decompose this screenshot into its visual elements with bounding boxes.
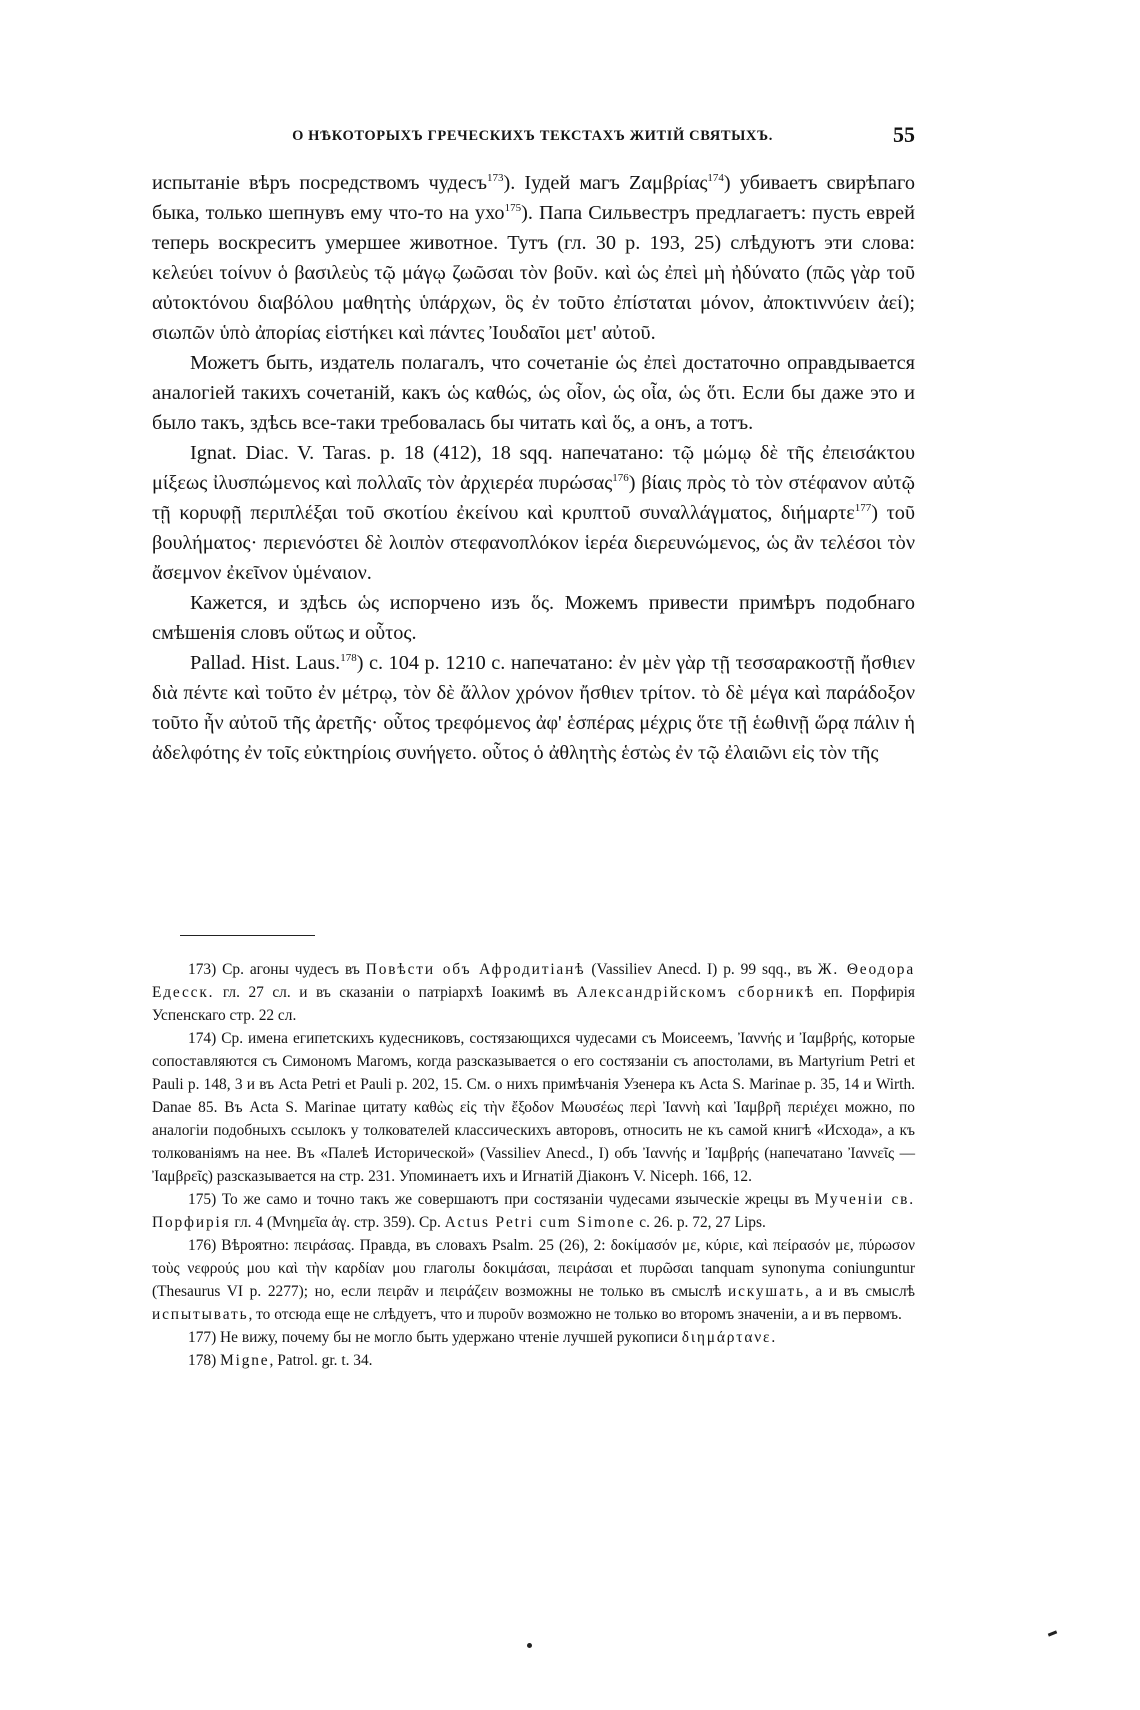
footnote-ref: 173 (486, 172, 504, 185)
paragraph (152, 588, 915, 648)
footnote (152, 1027, 915, 1188)
text-run: Кажется, и здѣсь ὡς испорчено изъ ὅς. Можемъ привести примѣръ подобнаго смѣшенія словъ οὕτως и οὗτος. (152, 592, 915, 644)
text-run: (Vassiliev Anecd. I) p. 99 sqq., въ (585, 961, 818, 978)
page-header (150, 122, 915, 152)
text-run: διημάρτανε (681, 1329, 772, 1346)
text-run: , то отсюда еще не слѣдуетъ, что и πυροῦν возможно не только во второмъ значеніи, а и въ первомъ. (248, 1306, 902, 1323)
text-run: гл. 27 сл. и въ сказаніи о патріархѣ Іоакимѣ въ (214, 984, 577, 1001)
text-run: еп. Порфирія Успенскаго стр. 22 сл. (152, 984, 915, 1024)
footnote-ref: 178 (340, 652, 357, 665)
paragraph (152, 438, 915, 588)
text-run: Мученіи св. Порфирія (152, 1191, 915, 1231)
footnote (152, 958, 915, 1027)
page-number: 55 (893, 122, 915, 147)
text-run: ). Папа Сильвестръ предлагаетъ: пусть еврей теперь воскреситъ умершее животное. Тутъ (гл. 30 р. 193, 25) слѣдуютъ эти слова: κελεύει τοίνυν ὁ βασιλεὺς τῷ μάγῳ ζωῶσαι τὸν βοῦν. καὶ ὡς ἐπεὶ μὴ ἠδύνατο (πῶς γὰρ τοῦ αὐτοκτόνου διαβόλου μαθητὴς ὑπάρχων, ὃς ἐν τοῦτο ἐπίσταται μόνον, ἀποκτιννύειν ἀεί); σιωπῶν ὑπὸ ἀπορίας εἱστήκει καὶ πάντες Ἰουδαῖοι μετ' αὐτοῦ. (152, 202, 915, 344)
footnote (152, 1326, 915, 1349)
text-run: 178) (188, 1352, 221, 1369)
text-run: испытывать (152, 1306, 249, 1323)
footnote-ref: 176 (612, 472, 629, 485)
footnote-ref: 175 (504, 202, 522, 215)
text-run: Александрійскомъ сборникѣ (576, 984, 816, 1001)
footnote (152, 1188, 915, 1234)
text-run: ) τοῦ βουλήματος· περιενόστει δὲ λοιπὸν στεφανοπλόκον ἱερέα διερευνώμενος, ὡς ἂν τελέσοι τὸν ἄσεμνον ἐκεῖνον ὑμέναιον. (152, 502, 915, 584)
footnote (152, 1234, 915, 1326)
footnote (152, 1349, 915, 1372)
paragraph (152, 168, 915, 348)
running-title: О НѢКОТОРЫХЪ ГРЕЧЕСКИХЪ ТЕКСТАХЪ ЖИТІЙ СВЯТЫХЪ. (292, 128, 773, 144)
text-run: , а и въ смыслѣ (804, 1283, 915, 1300)
main-text (152, 168, 915, 768)
text-run: испытаніе вѣръ посредствомъ чудесъ (152, 172, 487, 194)
text-run: c. 26. p. 72, 27 Lips. (635, 1214, 766, 1231)
text-run: Actus Petri cum Simone (444, 1214, 636, 1231)
text-run: искушать (728, 1283, 805, 1300)
text-run: Ignat. Diac. V. Taras. p. 18 (412), 18 sqq. напечатано: τῷ μώμῳ δὲ τῆς ἐπεισάκτου μίξεως ἰλυσπώμενος καὶ πολλαῖς τὸν ἀρχιερέα πυρώσας (152, 442, 915, 494)
footnote-ref: 174 (707, 172, 724, 185)
text-run: 176) Вѣроятно: πειράσας. Правда, въ словахъ Psalm. 25 (26), 2: δοκίμασόν με, κύριε, καὶ πείρασόν με, πύρωσον τοὺς νεφρούς μου καὶ τὴν καρδίαν μου глаголы δοκιμάσαι, πειράσαι et πυρῶσαι tanquam synonyma coniunguntur (Thesaurus VI p. 2277); но, если πειρᾶν и πειράζειν возможны не только въ смыслѣ (152, 1237, 915, 1300)
text-run: гл. 4 (Μνημεῖα ἁγ. стр. 359). Ср. (230, 1214, 445, 1231)
footnote-rule (180, 935, 315, 936)
text-run: ). Іудей магъ Ζαμβρίας (503, 172, 708, 194)
scan-speck (527, 1643, 532, 1648)
paragraph (152, 648, 915, 768)
text-run: Повѣсти объ Афродитіанѣ (365, 961, 586, 978)
text-run: Migne (220, 1352, 270, 1369)
text-run: 175) То же само и точно такъ же совершаютъ при состязаніи чудесами языческіе жрецы въ (188, 1191, 815, 1208)
paragraph (152, 348, 915, 438)
text-run: 174) Ср. имена египетскихъ кудесниковъ, состязающихся чудесами съ Моисеемъ, Ἰαννής и Ἰαμβρής, которые сопоставляются съ Симономъ Магомъ, когда разсказывается о его состязаніи съ апостолами, въ Martyrium Petri et Pauli p. 148, 3 и въ Acta Petri et Pauli p. 202, 15. См. о нихъ примѣчанія Узенера къ Acta S. Marinae p. 35, 14 и Wirth. Danae 85. Въ Acta S. Marinae цитату καθὼς εἰς τὴν ἔξοδον Μωυσέως περὶ Ἰαννὴ καὶ Ἰαμβρῆ περιέχει можно, по аналогіи подобныхъ ссылокъ у толкователей классическихъ авторовъ, относить не къ самой книгѣ «Исхода», а къ толкованіямъ на нее. Въ «Палеѣ Исторической» (Vassiliev Anecd., I) объ Ἰαννής и Ἰαμβρής (напечатано Ἰαννεῖς — Ἰαμβρεῖς) разсказывается на стр. 231. Упоминаетъ ихъ и Игнатій Діаконъ V. Niceph. 166, 12. (152, 1030, 915, 1185)
scan-mark (1048, 1630, 1057, 1636)
footnote-ref: 177 (854, 502, 872, 515)
text-run: Ж. Θеодора Едесск. (152, 961, 916, 1001)
text-run: . (771, 1329, 776, 1346)
footnotes (152, 958, 915, 1372)
text-run: ) убиваетъ свирѣпаго быка, только шепнувъ ему что-то на ухо (152, 172, 915, 224)
text-run: 173) Ср. агоны чудесъ въ (188, 961, 366, 978)
text-run: , Patrol. gr. t. 34. (269, 1352, 373, 1369)
text-run: ) c. 104 p. 1210 c. напечатано: ἐν μὲν γὰρ τῇ τεσσαρακοστῇ ἤσθιεν διὰ πέντε καὶ τοῦτο ἐν μέτρῳ, τὸν δὲ ἄλλον χρόνον ἤσθιεν τρίτον. τὸ δὲ μέγα καὶ παράδοξον τοῦτο ἦν αὐτοῦ τῆς ἀρετῆς· οὗτος τρεφόμενος ἀφ' ἑσπέρας μέχρις ὅτε τῇ ἑωθινῇ ὥρᾳ πάλιν ἡ ἀδελφότης ἐν τοῖς εὐκτηρίοις συνήγετο. οὗτος ὁ ἀθλητὴς ἑστὼς ἐν τῷ ἐλαιῶνι εἰς τὸν τῆς (152, 652, 915, 764)
text-run: Pallad. Hist. Laus. (190, 652, 341, 674)
text-run: Можетъ быть, издатель полагалъ, что сочетаніе ὡς ἐπεὶ достаточно оправдывается аналогіей такихъ сочетаній, какъ ὡς καθώς, ὡς οἷον, ὡς οἷα, ὡς ὅτι. Если бы даже это и было такъ, здѣсь все-таки требовалась бы читать καὶ ὅς, а онъ, а тотъ. (152, 352, 915, 434)
text-run: ) βίαις πρὸς τὸ τὸν στέφανον αὐτῷ τῇ κορυφῇ περιπλέξαι τοῦ σκοτίου ἐκείνου καὶ κρυπτοῦ συναλλάγματος, διήμαρτε (152, 472, 915, 524)
text-run: 177) Не вижу, почему бы не могло быть удержано чтеніе лучшей рукописи (188, 1329, 682, 1346)
